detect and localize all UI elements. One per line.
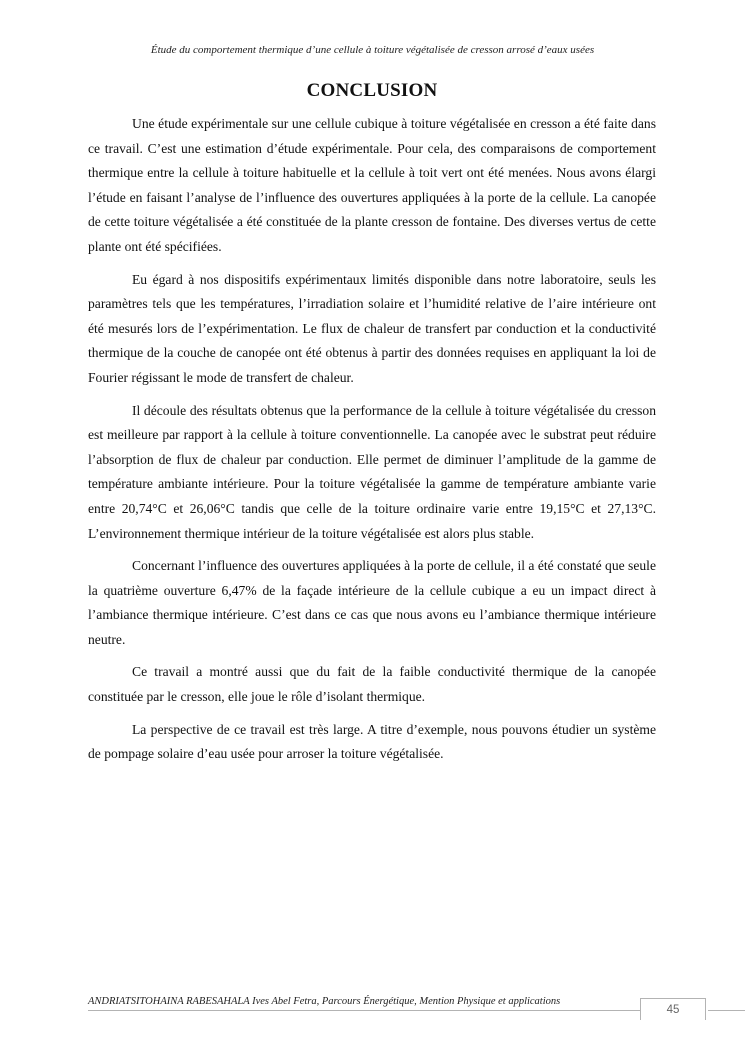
paragraph-4: Concernant l’influence des ouvertures appliquées à la porte de cellule, il a été constaté que seule la quatrième ouverture 6,47% de la façade intérieure de la cellule cubique a eu un impact direct à l’ambiance thermique intérieure. C’est dans ce cas que nous avons eu l’ambiance thermique intérieure neutre.	[88, 558, 656, 647]
footer-divider	[88, 1010, 640, 1011]
footer-author: ANDRIATSITOHAINA RABESAHALA Ives Abel Fetra, Parcours Énergétique, Mention Physique et applications	[88, 996, 561, 1007]
page-title: CONCLUSION	[306, 80, 438, 101]
page-number: 45	[640, 998, 706, 1020]
paragraph-5: Ce travail a montré aussi que du fait de la faible conductivité thermique de la canopée constituée par le cresson, elle joue le rôle d’isolant thermique.	[88, 664, 656, 705]
paragraph-6: La perspective de ce travail est très large. A titre d’exemple, nous pouvons étudier un système de pompage solaire d’eau usée pour arroser la toiture végétalisée.	[88, 721, 656, 762]
footer-divider-right	[708, 1010, 745, 1011]
paragraph-2: Eu égard à nos dispositifs expérimentaux limités disponible dans notre laboratoire, seuls les paramètres tels que les températures, l’irradiation solaire et l’humidité relative de l’aire intérieure ont été mesurés lors de l’expérimentation. Le flux de chaleur de transfert par conduction et la conductivité thermique de la couche de canopée ont été obtenus à partir des données requises en appliquant la loi de Fourier régissant le mode de transfert de chaleur.	[88, 271, 656, 385]
paragraph-3: Il découle des résultats obtenus que la performance de la cellule à toiture végétalisée du cresson est meilleure par rapport à la cellule à toiture conventionnelle. La canopée avec le substrat peut réduire l’absorption de flux de chaleur par conduction. Elle permet de diminuer l’amplitude de la gamme de température ambiante intérieure. Pour la toiture végétalisée la gamme de température ambiante varie entre 20,74°C et 26,06°C tandis que celle de la toiture ordinaire varie entre 19,15°C et 27,13°C. L’environnement thermique intérieur de la toiture végétalisée est alors plus stable.	[88, 402, 656, 541]
document-body	[88, 112, 656, 775]
running-header: Étude du comportement thermique d’une cellule à toiture végétalisée de cresson arrosé d’eaux usées	[150, 44, 595, 56]
paragraph-1: Une étude expérimentale sur une cellule cubique à toiture végétalisée en cresson a été faite dans ce travail. C’est une estimation d’étude expérimentale. Pour cela, des comparaisons de comportement thermique entre la cellule à toiture habituelle et la cellule à toit vert ont été menées. Nous avons élargi l’étude en faisant l’analyse de l’influence des ouvertures appliquées à la porte de la cellule. La canopée de cette toiture végétalisée a été constituée de la plante cresson de fontaine. Des diverses vertus de cette plante ont été spécifiées.	[88, 116, 656, 254]
